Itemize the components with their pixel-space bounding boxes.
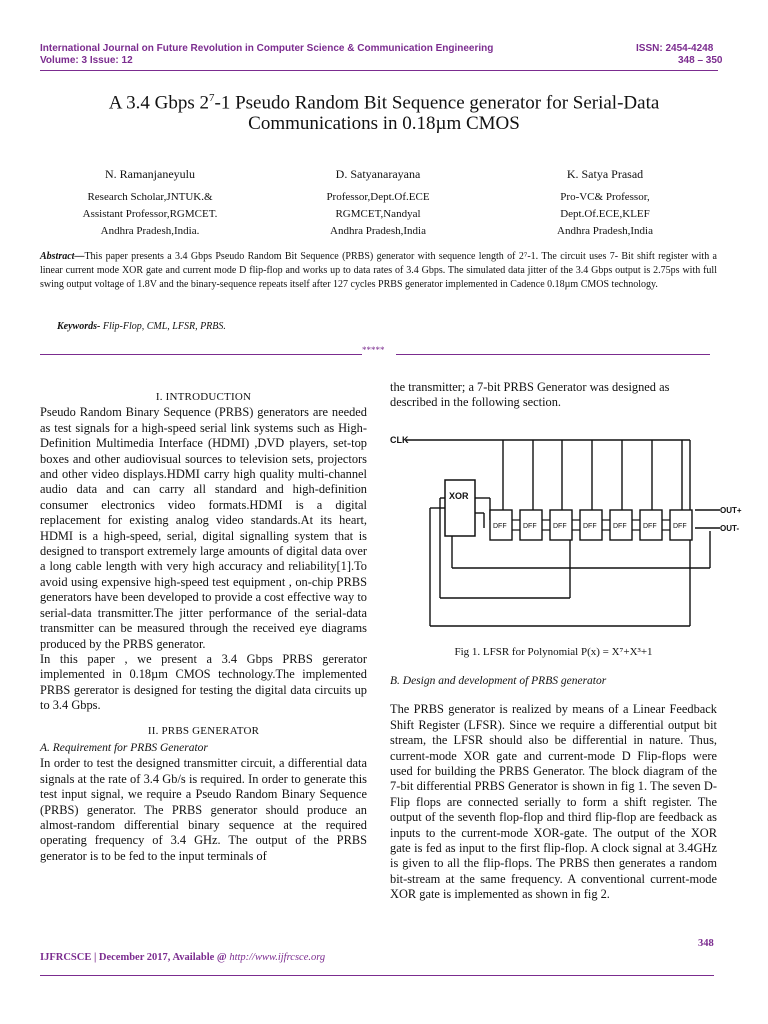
author-name: K. Satya Prasad [566, 167, 644, 181]
author-block-1 [40, 166, 260, 240]
left-column [40, 388, 367, 864]
title-part: A 3.4 Gbps 2 [108, 92, 209, 114]
page-number: 348 [698, 938, 714, 949]
author-affiliation: Pro-VC& Professor, [560, 191, 650, 203]
abstract-text: This paper presents a 3.4 Gbps Pseudo Random Bit Sequence (PRBS) generator with sequence length of 2⁷-1. The circuit uses 7- Bit shift register with a linear current mode XOR gate and current mode D flip-flop and works up to data rates of 3.4 Gbps. The simulated data jitter of the 3.4 Gbps output is 2.75ps with full swing output voltage of 1.8V and the binary-sequence repeats itself after 127 cycles PRBS generator implemented in Cadence 0.18µm CMOS technology. [40, 251, 717, 290]
footer-label: IJFRCSCE | December 2017, Available @ [40, 952, 230, 963]
author-block-3 [495, 166, 715, 240]
dff-label-2: DFF [523, 523, 537, 530]
right-column-bottom [390, 674, 717, 903]
footer-text [40, 952, 325, 963]
author-name: D. Satyanarayana [335, 167, 421, 181]
volume-issue: Volume: 3 Issue: 12 [40, 55, 133, 66]
journal-name: International Journal on Future Revolution in Computer Science & Communication Engineering [40, 43, 494, 54]
separator-stars: ***** [362, 345, 385, 355]
title-part-rest: -1 Pseudo Random Bit Sequence generator for Serial-Data [214, 92, 660, 114]
keywords-label: Keywords- [57, 321, 101, 332]
author-location: Andhra Pradesh,India [330, 225, 426, 237]
separator-rule-right [396, 354, 710, 355]
issn: ISSN: 2454-4248 [636, 43, 714, 54]
author-affiliation: RGMCET,Nandyal [335, 208, 421, 220]
dff-label-6: DFF [643, 523, 657, 530]
out-minus-label: OUT- [720, 524, 740, 533]
figure-caption: Fig 1. LFSR for Polynomial P(x) = X⁷+X³+1 [454, 646, 653, 658]
author-affiliation: Assistant Professor,RGMCET. [82, 208, 218, 220]
section-heading: II. PRBS GENERATOR [147, 724, 260, 737]
paragraph: The PRBS generator is realized by means of a Linear Feedback Shift Register (LFSR). Since we require a differential output bit stream, the LFSR should also be differential in nature. Thus, current-mode XOR gate and current-mode D Flip-flops were used for building the PRBS Generator. The block diagram of the 7-bit differential PRBS Generator is shown in fig 1. The seven D-Flip flops are connected serially to form a shift register. The output of the seventh flop-flop and third flip-flop are feedback as inputs to the current-mode XOR-gate. The output of the XOR gate is fed as input to the first flip-flop. A clock signal at 3.4GHz is given to all the flip-flops. The PRBS then generates a random bit-stream at the same frequency. A conventional current-mode XOR gate is implemented as shown in fig 2. [390, 702, 717, 902]
title-superscript: 7 [209, 92, 215, 104]
keywords [57, 321, 226, 332]
footer-url[interactable]: http://www.ijfrcsce.org [229, 952, 326, 963]
section-heading: I. INTRODUCTION [155, 391, 252, 403]
abstract [40, 250, 717, 292]
author-affiliation: Professor,Dept.Of.ECE [326, 191, 430, 203]
author-location: Andhra Pradesh,India [557, 225, 653, 237]
dff-label-5: DFF [613, 523, 627, 530]
author-location: Andhra Pradesh,India. [100, 225, 200, 237]
separator-rule-left [40, 354, 362, 355]
paragraph: In this paper , we present a 3.4 Gbps PRBS gererator implemented in 0.18µm CMOS technology.The implemented PRBS gererator is designed for testing the digital data circuits up to 3.4 Gbps. [40, 651, 367, 713]
header-rule [40, 70, 718, 71]
abstract-label: Abstract— [40, 251, 85, 262]
dff-chain [490, 510, 692, 540]
xor-gate-box [445, 480, 475, 536]
dff-label-1: DFF [493, 523, 507, 530]
out-plus-label: OUT+ [720, 506, 742, 515]
xor-label: XOR [449, 491, 469, 501]
subsection-heading: B. Design and development of PRBS generator [390, 675, 607, 687]
paragraph: the transmitter; a 7-bit PRBS Generator was designed as described in the following section. [390, 380, 670, 410]
paragraph: Pseudo Random Binary Sequence (PRBS) generators are needed as test signals for a high-speed serial link systems such as High-Definition Multimedia Interface (HDMI) ,DVD players, set-top boxes and other audiovisual sources to television sets, projectors and other video displays.HDMI carry high quality multi-channel audio data and can carry all standard and high-definition consumer electronics video formats.HDMI is a digital replacement for existing analog video standards.At its heart, HDMI is a high-speed, serial, digital signalling system that is designed to transport extremely large amounts of digital data over a long cable length with very high accuracy and reliability[1].To avoid using expensive high-speed test equipment , on-chip PRBS generators have been developed to provide a cost effective way to serial-data transmitter.The jitter performance of the serial-data transmitter can be measured through the received eye diagrams produced by the PRBS generator. [40, 405, 367, 651]
subsection-heading: A. Requirement for PRBS Generator [40, 741, 208, 754]
dff-label-7: DFF [673, 523, 687, 530]
author-affiliation: Research Scholar,JNTUK.& [87, 191, 213, 203]
dff-label-3: DFF [553, 523, 567, 530]
lfsr-figure [390, 428, 742, 636]
page-range: 348 – 350 [678, 55, 723, 66]
title-line2: Communications in 0.18µm CMOS [248, 113, 520, 135]
paragraph: In order to test the designed transmitter circuit, a differential data signals at the rate of 3.4 Gb/s is required. In order to generate this test input signal, we require a Pseudo Random Binary Sequence (PRBS) generator. The PRBS generator should produce an almost-random differential binary sequence at the required operating frequency of 3.4 GHz. The output of the PRBS generator is to be fed to the input terminals of [40, 756, 367, 863]
author-block-2 [268, 166, 488, 240]
keywords-text: Flip-Flop, CML, LFSR, PRBS. [100, 321, 226, 332]
paper-title [40, 88, 728, 134]
clk-label: CLK [390, 435, 409, 445]
right-column-top [390, 380, 717, 411]
dff-label-4: DFF [583, 523, 597, 530]
author-affiliation: Dept.Of.ECE,KLEF [560, 208, 650, 220]
footer-rule [40, 975, 714, 976]
author-name: N. Ramanjaneyulu [105, 167, 195, 181]
